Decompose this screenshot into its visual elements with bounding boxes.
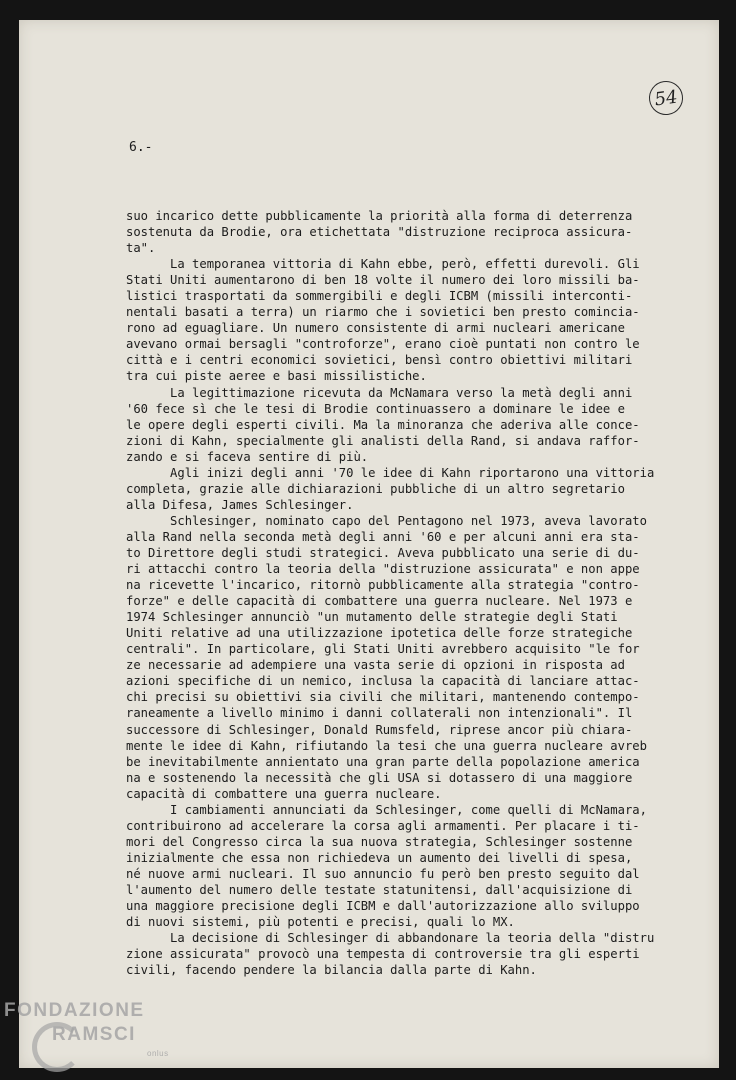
text-line: capacità di combattere una guerra nucleare. xyxy=(126,786,442,801)
text-line: contribuirono ad accelerare la corsa agli armamenti. Per placare i ti- xyxy=(126,818,640,833)
text-line: be inevitabilmente annientato una gran parte della popolazione america xyxy=(126,754,640,769)
text-line: l'aumento del numero delle testate statunitensi, dall'acquisizione di xyxy=(126,882,633,897)
text-line: listici trasportati da sommergibili e degli ICBM (missili interconti- xyxy=(126,289,633,304)
text-line: mori del Congresso circa la sua nuova strategia, Schlesinger sostenne xyxy=(126,834,633,849)
text-line: La temporanea vittoria di Kahn ebbe, però, effetti durevoli. Gli xyxy=(126,257,640,272)
text-line: ze necessarie ad adempiere una vasta serie di opzioni in risposta ad xyxy=(126,658,625,673)
text-line: di nuovi sistemi, più potenti e precisi, quali lo MX. xyxy=(126,915,515,930)
text-line: zando e si faceva sentire di più. xyxy=(126,449,369,464)
text-line: alla Difesa, James Schlesinger. xyxy=(126,497,354,512)
text-line: zione assicurata" provocò una tempesta di controversie tra gli esperti xyxy=(126,947,640,962)
text-line: azioni specifiche di un nemico, inclusa la capacità di lanciare attac- xyxy=(126,674,640,689)
text-line: ri attacchi contro la teoria della "distruzione assicurata" e non appe xyxy=(126,562,640,577)
document-body xyxy=(126,208,655,978)
text-line: Uniti relative ad una utilizzazione ipotetica delle forze strategiche xyxy=(126,626,633,641)
text-line: La decisione di Schlesinger di abbandonare la teoria della "distru xyxy=(126,931,655,946)
document-page xyxy=(19,20,719,1068)
text-line: inizialmente che essa non richiedeva un aumento dei livelli di spesa, xyxy=(126,850,633,865)
text-line: I cambiamenti annunciati da Schlesinger, come quelli di McNamara, xyxy=(126,802,647,817)
text-line: ta". xyxy=(126,241,156,256)
text-line: na ricevette l'incarico, ritornò pubblicamente alla strategia "contro- xyxy=(126,578,640,593)
text-line: avevano ormai bersagli "controforze", erano cioè puntati non contro le xyxy=(126,337,640,352)
text-line: '60 fece sì che le tesi di Brodie continuassero a dominare le idee e xyxy=(126,401,625,416)
text-line: forze" e delle capacità di combattere una guerra nucleare. Nel 1973 e xyxy=(126,594,633,609)
text-line: Stati Uniti aumentarono di ben 18 volte il numero dei loro missili ba- xyxy=(126,273,640,288)
text-line: né nuove armi nucleari. Il suo annuncio fu però ben presto seguito dal xyxy=(126,866,640,881)
text-line: le opere degli esperti civili. Ma la minoranza che aderiva alle conce- xyxy=(126,417,640,432)
text-line: completa, grazie alle dichiarazioni pubbliche di un altro segretario xyxy=(126,481,625,496)
text-line: tra cui piste aeree e basi missilistiche. xyxy=(126,369,427,384)
text-line: to Direttore degli studi strategici. Aveva pubblicato una serie di du- xyxy=(126,545,640,560)
text-line: raneamente a livello minimo i danni collaterali non intenzionali". Il xyxy=(126,706,633,721)
text-line: suo incarico dette pubblicamente la priorità alla forma di deterrenza xyxy=(126,209,633,223)
text-line: successore di Schlesinger, Donald Rumsfeld, riprese ancor più chiara- xyxy=(126,722,633,737)
text-line: Agli inizi degli anni '70 le idee di Kahn riportarono una vittoria xyxy=(126,465,655,480)
text-line: città e i centri economici sovietici, bensì contro obiettivi militari xyxy=(126,353,633,368)
text-line: Schlesinger, nominato capo del Pentagono nel 1973, aveva lavorato xyxy=(126,513,647,528)
text-line: sostenuta da Brodie, ora etichettata "distruzione reciproca assicura- xyxy=(126,225,633,240)
page-number: 6.- xyxy=(129,140,153,155)
text-line: civili, facendo pendere la bilancia dalla parte di Kahn. xyxy=(126,963,537,978)
text-line: nentali basati a terra) un riarmo che i sovietici ben presto comincia- xyxy=(126,305,640,320)
text-line: 1974 Schlesinger annunciò "un mutamento delle strategie degli Stati xyxy=(126,610,618,625)
text-line: alla Rand nella seconda metà degli anni '60 e per alcuni anni era sta- xyxy=(126,529,640,544)
text-line: na e sostenendo la necessità che gli USA si dotassero di una maggiore xyxy=(126,770,633,785)
text-line: una maggiore precisione degli ICBM e dall'autorizzazione allo sviluppo xyxy=(126,899,640,914)
text-line: rono ad eguagliare. Un numero consistente di armi nucleari americane xyxy=(126,321,625,336)
text-line: centrali". In particolare, gli Stati Uniti avrebbero acquisito "le for xyxy=(126,642,640,657)
text-line: chi precisi su obiettivi sia civili che militari, mantenendo contempo- xyxy=(126,690,640,705)
text-line: mente le idee di Kahn, rifiutando la tesi che una guerra nucleare avreb xyxy=(126,738,647,753)
text-line: zioni di Kahn, specialmente gli analisti della Rand, si andava raffor- xyxy=(126,433,640,448)
text-line: La legittimazione ricevuta da McNamara verso la metà degli anni xyxy=(126,385,633,400)
fondazione-gramsci-watermark: FONDAZIONE RAMSCI onlus xyxy=(4,1000,145,1022)
archive-page-stamp: 54 xyxy=(647,79,685,117)
